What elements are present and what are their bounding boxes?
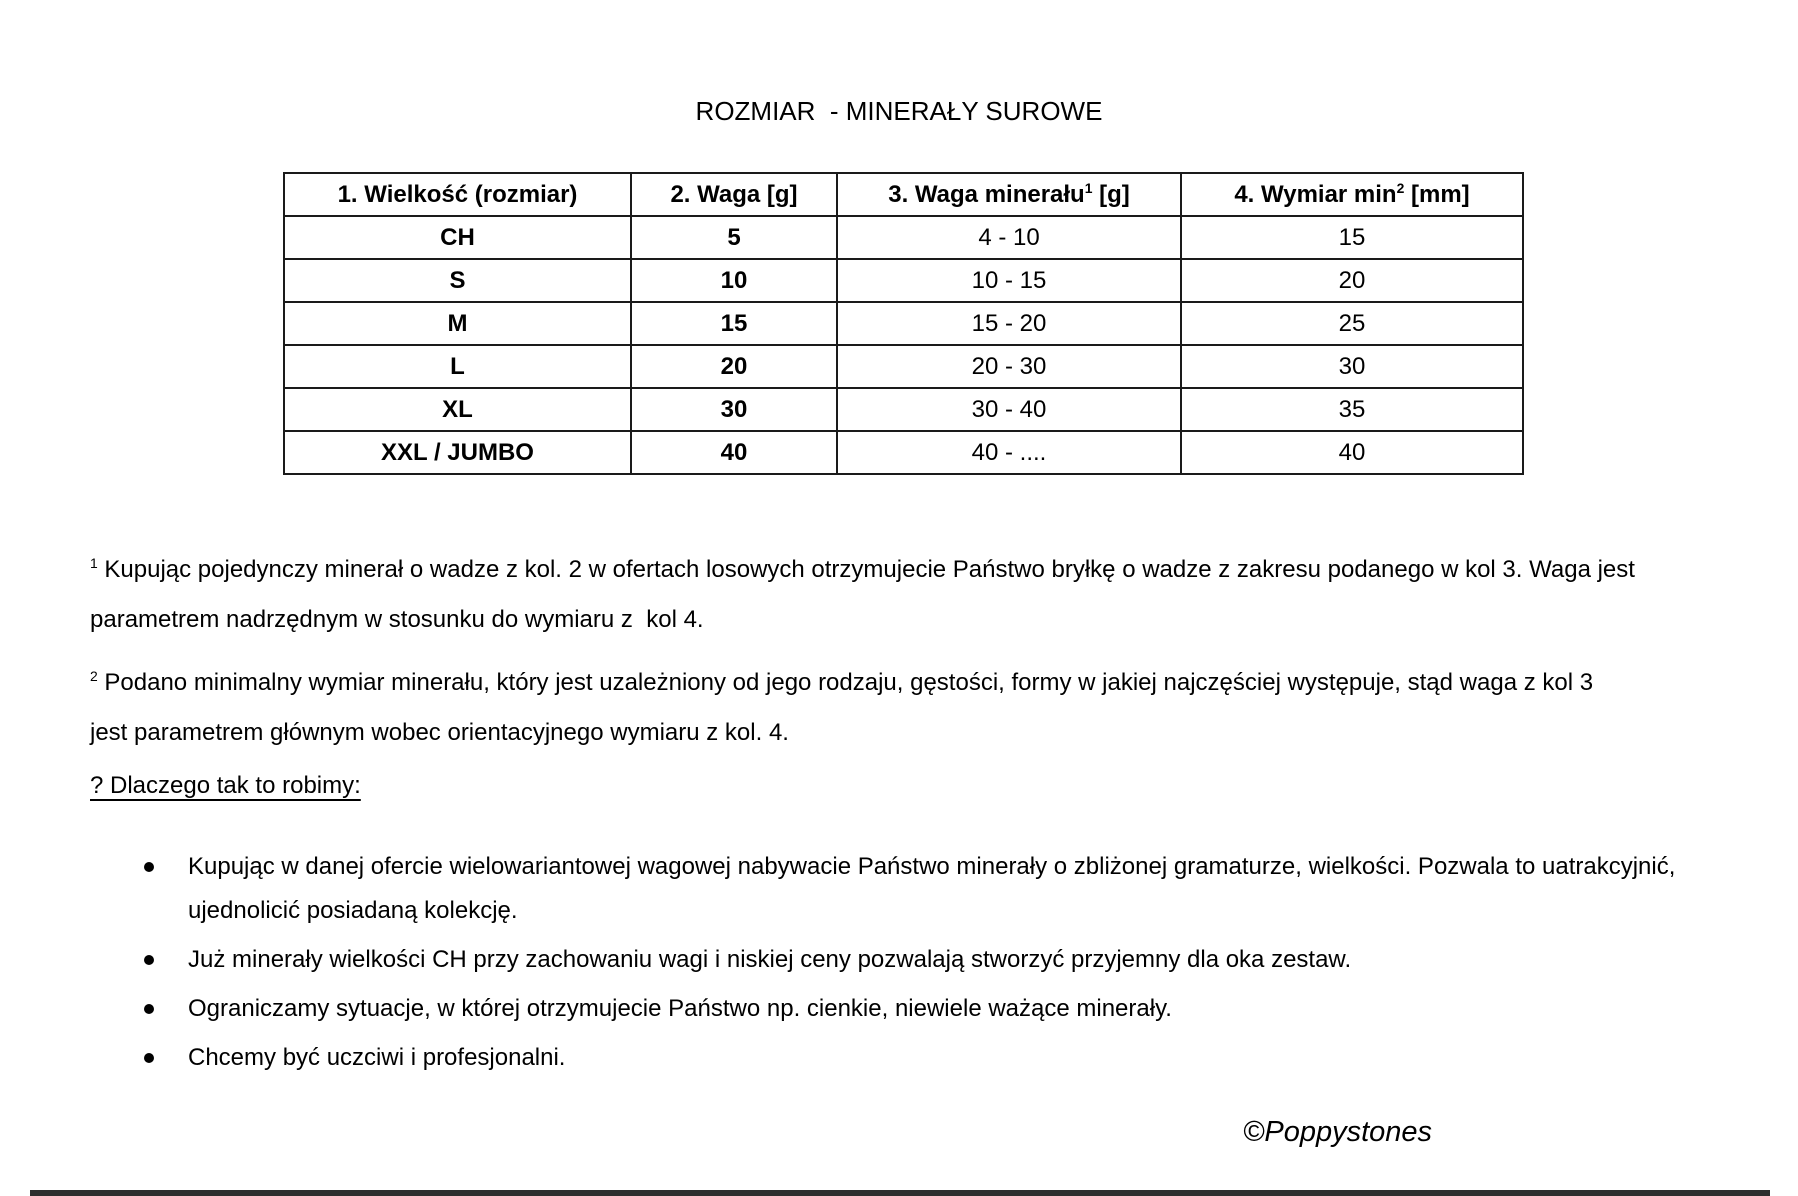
table-row-m — [284, 302, 1523, 345]
table-cell-size: L — [284, 345, 631, 388]
table-row-l — [284, 345, 1523, 388]
table-row-xl — [284, 388, 1523, 431]
table-cell-size: M — [284, 302, 631, 345]
table-header-row — [284, 173, 1523, 216]
column-header-waga — [631, 173, 837, 216]
footnote-2 — [90, 658, 1635, 758]
column-header-waga-mineralu — [837, 173, 1181, 216]
table-cell-wymiar: 15 — [1181, 216, 1523, 259]
table-cell-size: S — [284, 259, 631, 302]
table-cell-wymiar: 25 — [1181, 302, 1523, 345]
table-cell-waga-mineralu: 10 - 15 — [837, 259, 1181, 302]
column-header-wymiar-min — [1181, 173, 1523, 216]
table-row-xxl-jumbo — [284, 431, 1523, 474]
table-cell-waga: 15 — [631, 302, 837, 345]
list-item-uczciwi: Chcemy być uczciwi i profesjonalni. — [188, 1036, 1718, 1080]
table-cell-wymiar: 35 — [1181, 388, 1523, 431]
header-text: 4. Wymiar min — [1234, 181, 1397, 208]
table-cell-size: XL — [284, 388, 631, 431]
bottom-edge-bar — [30, 1190, 1770, 1196]
table-cell-waga-mineralu: 40 - .... — [837, 431, 1181, 474]
why-heading: ? Dlaczego tak to robimy: — [90, 772, 361, 799]
table-cell-size: CH — [284, 216, 631, 259]
table-row-s — [284, 259, 1523, 302]
table-cell-wymiar: 20 — [1181, 259, 1523, 302]
header-text: 1. Wielkość (rozmiar) — [337, 181, 578, 208]
table-cell-waga-mineralu: 15 - 20 — [837, 302, 1181, 345]
footnote-1-marker: 1 — [90, 555, 98, 571]
list-item-ch-zestaw: Już minerały wielkości CH przy zachowaniu wagi i niskiej ceny pozwalają stworzyć przyjemny dla oka zestaw. — [188, 938, 1718, 982]
table-cell-waga-mineralu: 30 - 40 — [837, 388, 1181, 431]
table-cell-waga-mineralu: 4 - 10 — [837, 216, 1181, 259]
table-cell-waga: 5 — [631, 216, 837, 259]
table-cell-waga: 10 — [631, 259, 837, 302]
table-cell-waga: 20 — [631, 345, 837, 388]
size-table — [283, 172, 1524, 475]
table-row-ch — [284, 216, 1523, 259]
header-superscript: 2 — [1396, 180, 1405, 196]
footnote-1 — [90, 545, 1642, 645]
page-title: ROZMIAR - MINERAŁY SUROWE — [695, 96, 1103, 126]
header-text-suffix: [mm] — [1404, 181, 1470, 208]
footnote-2-text: Podano minimalny wymiar minerału, który jest uzależniony od jego rodzaju, gęstości, formy w jakiej najczęściej występuje, stąd waga z kol 3 jest parametrem głównym wobec orientacyjnego wymiaru z kol. 4. — [90, 669, 1600, 746]
table-cell-size: XXL / JUMBO — [284, 431, 631, 474]
list-item-gramatura: Kupując w danej ofercie wielowariantowej wagowej nabywacie Państwo minerały o zbliżonej gramaturze, wielkości. Pozwala to uatrakcyjnić, ujednolicić posiadaną kolekcję. — [188, 845, 1718, 933]
list-item-ograniczamy: Ograniczamy sytuacje, w której otrzymujecie Państwo np. cienkie, niewiele ważące minerały. — [188, 987, 1718, 1031]
copyright-signature: ©Poppystones — [1243, 1116, 1433, 1148]
table-cell-wymiar: 40 — [1181, 431, 1523, 474]
header-text: 3. Waga minerału — [888, 181, 1085, 208]
footnote-1-text: Kupując pojedynczy minerał o wadze z kol. 2 w ofertach losowych otrzymujecie Państwo bryłkę o wadze z zakresu podanego w kol 3. Waga jest parametrem nadrzędnym w stosunku do wymiaru z kol 4. — [90, 556, 1642, 633]
footnote-2-marker: 2 — [90, 668, 98, 684]
header-text: 2. Waga [g] — [670, 181, 798, 208]
column-header-wielkosc — [284, 173, 631, 216]
table-cell-waga: 40 — [631, 431, 837, 474]
table-cell-waga-mineralu: 20 - 30 — [837, 345, 1181, 388]
table-cell-waga: 30 — [631, 388, 837, 431]
reasons-list — [188, 845, 1718, 1085]
table-cell-wymiar: 30 — [1181, 345, 1523, 388]
header-text-suffix: [g] — [1092, 181, 1130, 208]
header-superscript: 1 — [1084, 180, 1093, 196]
